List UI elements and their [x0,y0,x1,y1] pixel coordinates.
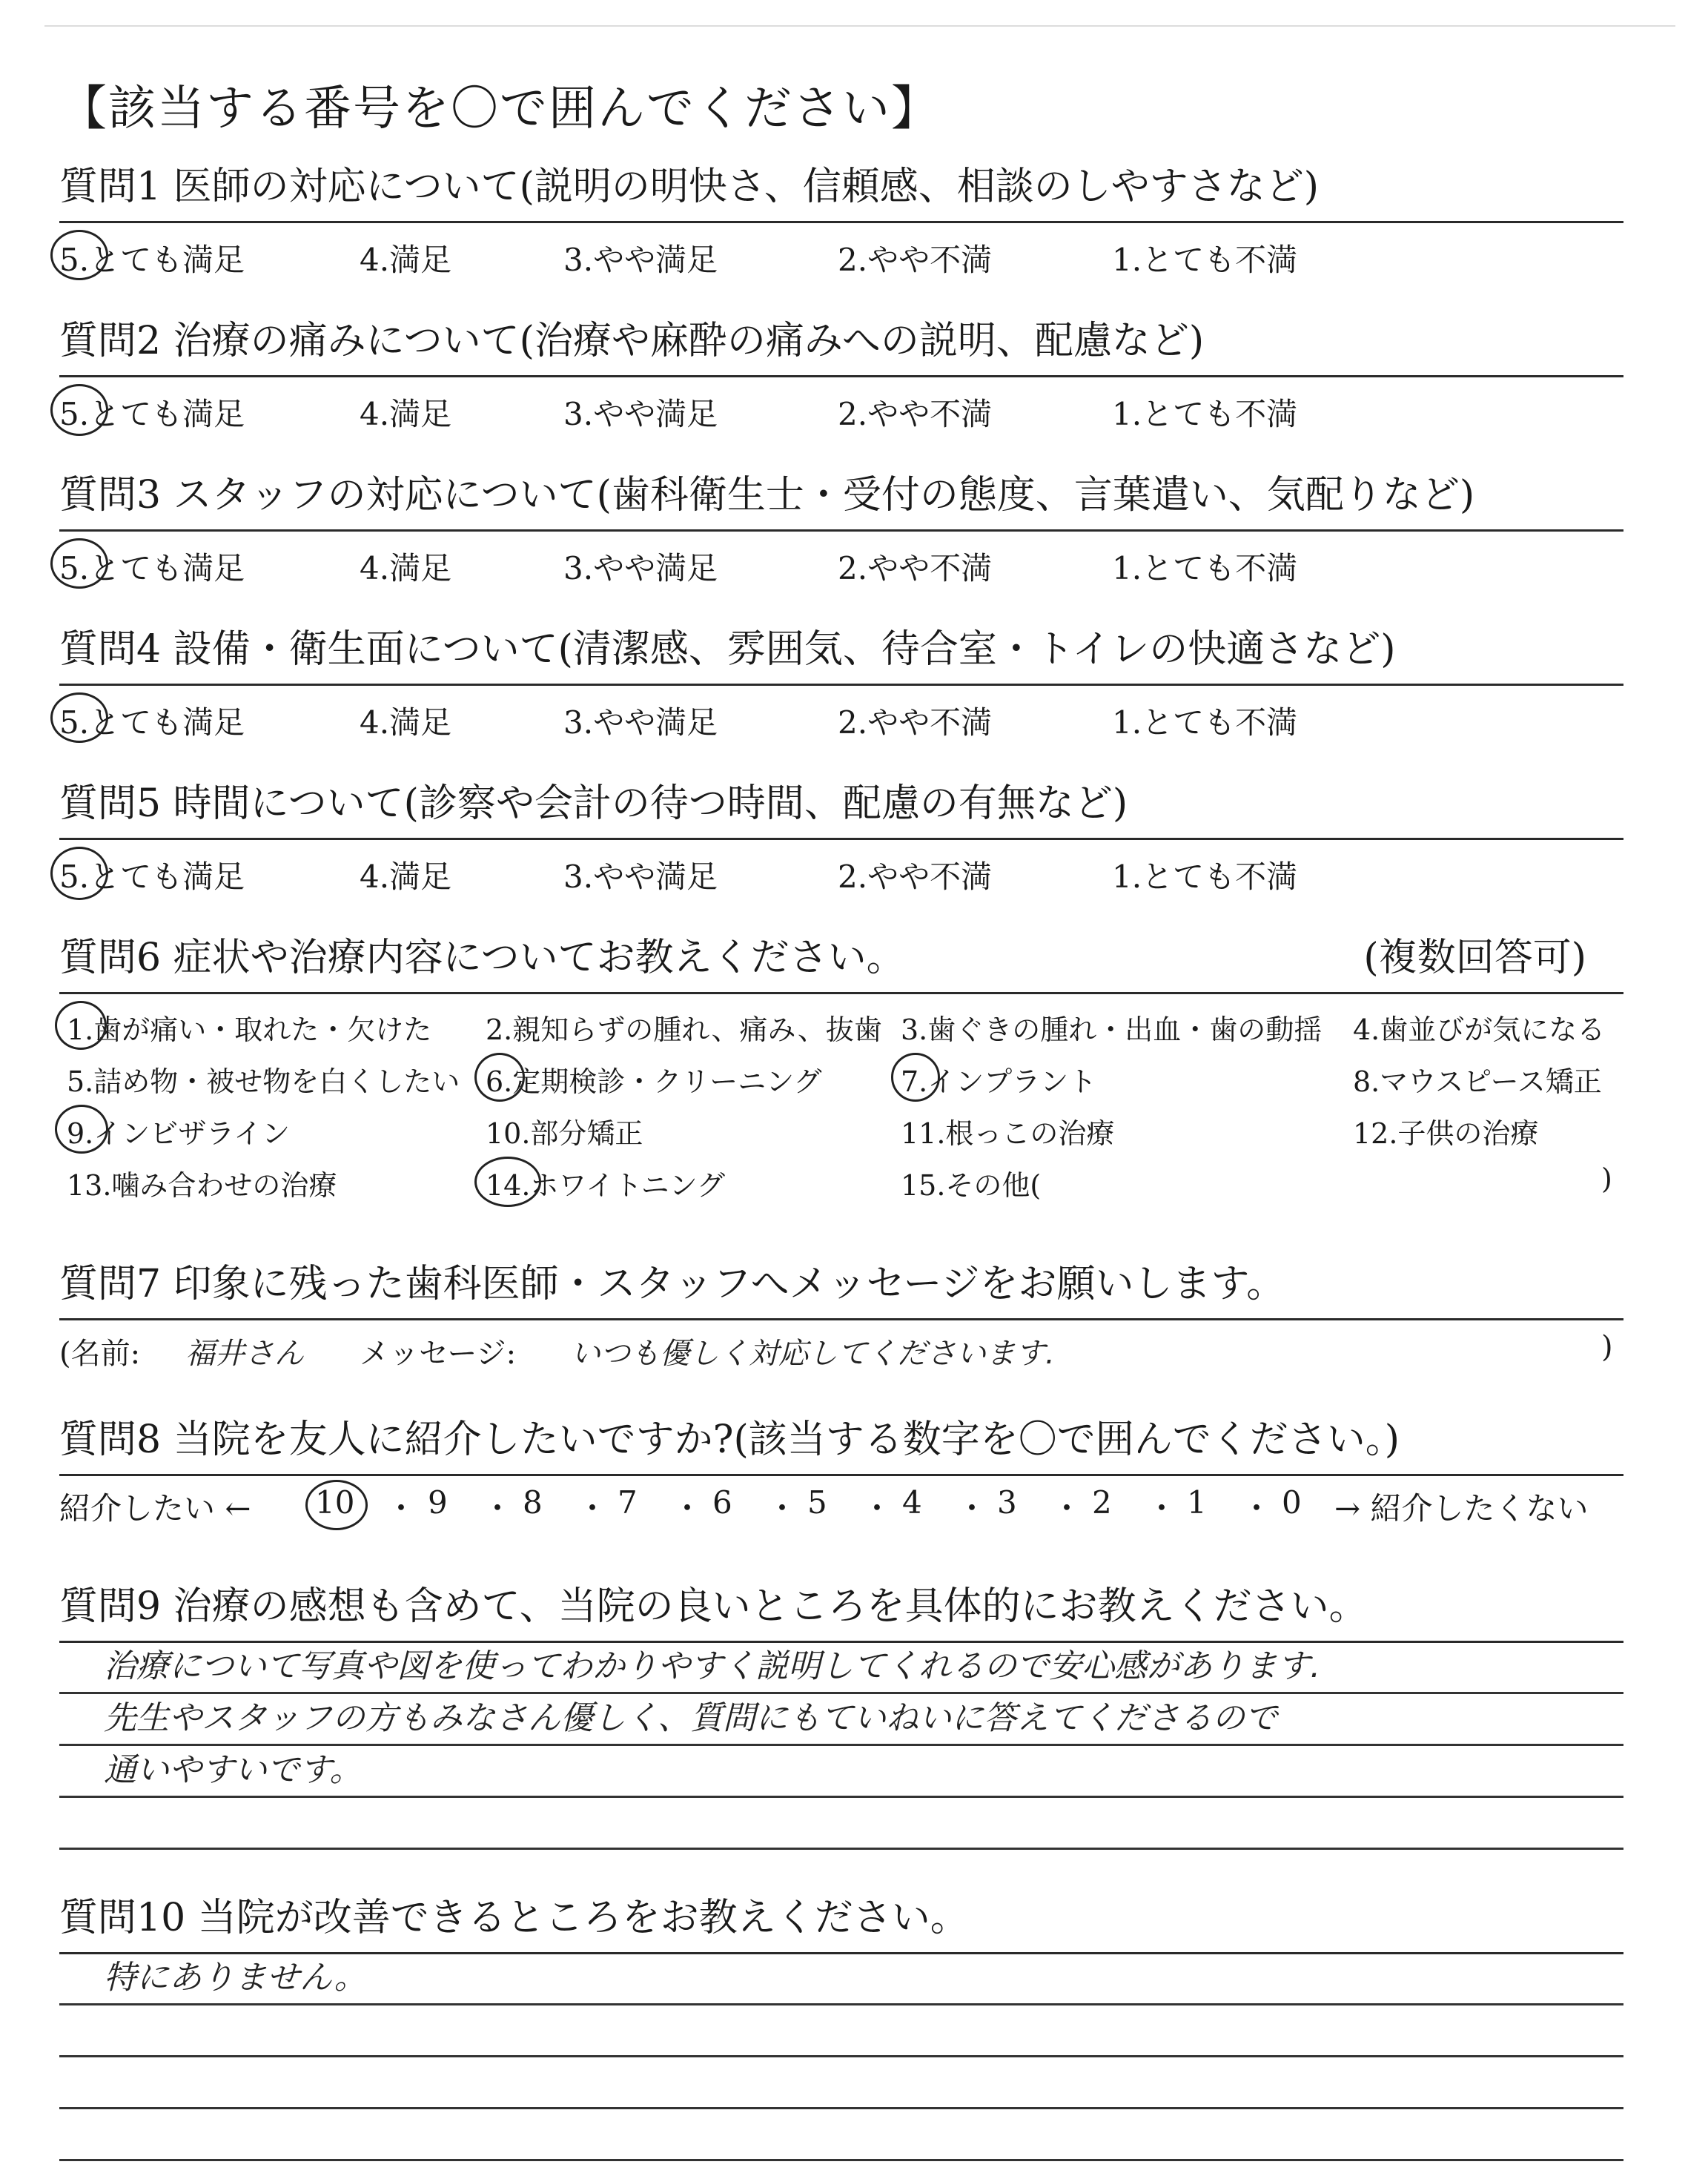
q8-right-label: → 紹介したくない [1334,1490,1589,1527]
q2-option-2[interactable]: 2.やや不満 [838,396,993,432]
q4-option-2[interactable]: 2.やや不満 [838,704,993,741]
q3-option-2[interactable]: 2.やや不満 [838,550,993,586]
question-3-options [59,538,1623,586]
q8-dot: ・ [767,1490,798,1527]
q6-option-12[interactable]: 12.子供の治療 [1353,1117,1539,1150]
question-6-heading [59,927,1623,986]
question-1-label: 質問1 医師の対応について(説明の明快さ、信頼感、相談のしやすさなど) [59,165,1320,209]
question-5-options [59,847,1623,895]
question-1 [59,156,1623,278]
q8-dot: ・ [385,1490,417,1527]
question-3-heading [59,464,1623,523]
q8-dot: ・ [577,1490,609,1527]
q7-name-label: (名前: [59,1337,141,1371]
question-10-answer-lines [59,1954,1623,2176]
q5-selection-circle [50,847,108,900]
q8-left-label: 紹介したい ← [59,1490,251,1527]
q7-close-paren: ) [1601,1330,1613,1364]
q6-option-9[interactable]: 9.インビザライン [67,1117,291,1150]
q10-rule-line [59,2159,1623,2161]
q8-selection-circle [305,1480,368,1530]
q10-answer-row [59,2005,1623,2057]
question-6 [59,927,1623,1202]
q6-option-8[interactable]: 8.マウスピース矯正 [1353,1065,1602,1098]
q6-option-13[interactable]: 13.噛み合わせの治療 [67,1169,337,1202]
q9-answer-line-3[interactable]: 通いやすいです。 [104,1751,363,1789]
question-8 [59,1409,1623,1527]
question-8-label: 質問8 当院を友人に紹介したいですか?(該当する数字を〇で囲んでください。) [59,1418,1400,1462]
question-6-note: (複数回答可) [1363,936,1586,980]
q9-answer-row [59,1798,1623,1850]
q3-option-3[interactable]: 3.やや満足 [563,550,718,586]
q8-dot: ・ [482,1490,514,1527]
q6-selection-circle-9 [55,1105,108,1154]
question-7-rule [59,1318,1623,1320]
q5-option-4[interactable]: 4.満足 [360,859,452,895]
q5-option-3[interactable]: 3.やや満足 [563,859,718,895]
question-4-options [59,692,1623,741]
q3-selection-circle [50,538,108,589]
q5-option-5[interactable]: 5.とても満足 [59,859,245,895]
q8-dot: ・ [1241,1490,1273,1527]
q6-option-11[interactable]: 11.根っこの治療 [901,1117,1115,1150]
q7-message-label: メッセージ: [360,1337,517,1371]
question-6-rule [59,992,1623,994]
question-7-message-line [59,1327,1623,1372]
q8-dot: ・ [861,1490,893,1527]
question-6-options [59,1007,1623,1229]
q5-option-2[interactable]: 2.やや不満 [838,859,993,895]
q2-option-5[interactable]: 5.とても満足 [59,396,245,432]
question-5-heading [59,773,1623,832]
q8-score-10[interactable]: 10 [315,1484,355,1521]
page-top-border [44,25,1675,27]
q6-option-2[interactable]: 2.親知らずの腫れ、痛み、抜歯 [486,1013,882,1046]
q8-score-2[interactable]: 2 [1092,1484,1112,1521]
q4-option-1[interactable]: 1.とても不満 [1112,704,1298,741]
question-2-label: 質問2 治療の痛みについて(治療や麻酔の痛みへの説明、配慮など) [59,319,1205,363]
page-title: 【該当する番号を〇で囲んでください】 [59,82,940,136]
question-5-rule [59,838,1623,840]
q9-answer-row [59,1642,1623,1694]
question-1-heading [59,156,1623,215]
question-8-scale [59,1484,1623,1529]
question-8-rule [59,1474,1623,1476]
question-1-options [59,230,1623,278]
q8-score-1[interactable]: 1 [1187,1484,1207,1521]
q2-option-3[interactable]: 3.やや満足 [563,396,718,432]
q6-selection-circle-7 [891,1053,940,1102]
q2-option-4[interactable]: 4.満足 [360,396,452,432]
q7-name-value[interactable]: 福井さん [185,1337,304,1371]
q6-option-5[interactable]: 5.詰め物・被せ物を白くしたい [67,1065,460,1098]
q8-score-7[interactable]: 7 [618,1484,638,1521]
q9-rule-line [59,1848,1623,1850]
q3-option-5[interactable]: 5.とても満足 [59,550,245,586]
question-4-label: 質問4 設備・衛生面について(清潔感、雰囲気、待合室・トイレの快適さなど) [59,627,1396,672]
question-4-heading [59,618,1623,678]
question-2-options [59,384,1623,432]
q4-selection-circle [50,692,108,743]
q8-score-9[interactable]: 9 [428,1484,448,1521]
question-7-heading [59,1253,1623,1312]
question-9 [59,1575,1623,1789]
question-3 [59,464,1623,586]
q6-option-15[interactable]: 15.その他( [901,1169,1042,1202]
q6-option-4[interactable]: 4.歯並びが気になる [1353,1013,1606,1046]
q6-selection-circle-6 [474,1053,525,1102]
q4-option-5[interactable]: 5.とても満足 [59,704,245,741]
question-9-answer-lines [59,1642,1623,1865]
q6-option-3[interactable]: 3.歯ぐきの腫れ・出血・歯の動揺 [901,1013,1323,1046]
question-2-heading [59,310,1623,369]
question-4-rule [59,684,1623,686]
question-10-heading [59,1887,1623,1946]
question-9-label: 質問9 治療の感想も含めて、当院の良いところを具体的にお教えください。 [59,1584,1368,1629]
q6-selection-circle-14 [474,1157,541,1207]
question-1-rule [59,221,1623,223]
q8-dot: ・ [672,1490,704,1527]
q6-option-10[interactable]: 10.部分矯正 [486,1117,643,1150]
question-5 [59,773,1623,895]
q2-selection-circle [50,384,108,436]
q8-score-6[interactable]: 6 [712,1484,732,1521]
q3-option-1[interactable]: 1.とても不満 [1112,550,1298,586]
q1-option-2[interactable]: 2.やや不満 [838,242,993,278]
question-2 [59,310,1623,432]
q8-dot: ・ [956,1490,988,1527]
q9-answer-line-2[interactable]: 先生やスタッフの方もみなさん優しく、質問にもていねいに答えてくださるので [104,1699,1278,1737]
question-3-label: 質問3 スタッフの対応について(歯科衛生士・受付の態度、言葉遣い、気配りなど) [59,473,1475,517]
question-2-rule [59,375,1623,377]
q10-answer-row [59,2057,1623,2109]
q6-option-6[interactable]: 6.定期検診・クリーニング [486,1065,822,1098]
q8-score-5[interactable]: 5 [807,1484,827,1521]
q4-option-4[interactable]: 4.満足 [360,704,452,741]
question-5-label: 質問5 時間について(診察や会計の待つ時間、配慮の有無など) [59,781,1128,826]
question-8-heading [59,1409,1623,1468]
question-9-heading [59,1575,1623,1635]
q3-option-4[interactable]: 4.満足 [360,550,452,586]
q4-option-3[interactable]: 3.やや満足 [563,704,718,741]
q10-answer-row [59,2109,1623,2161]
q8-dot: ・ [1146,1490,1178,1527]
q5-option-1[interactable]: 1.とても不満 [1112,859,1298,895]
q8-score-0[interactable]: 0 [1282,1484,1302,1521]
q9-answer-row [59,1746,1623,1798]
q2-option-1[interactable]: 1.とても不満 [1112,396,1298,432]
q6-option-7[interactable]: 7.インプラント [901,1065,1097,1098]
q8-score-3[interactable]: 3 [997,1484,1017,1521]
question-6-label: 質問6 症状や治療内容についてお教えください。 [59,936,905,980]
question-10-label: 質問10 当院が改善できるところをお教えください。 [59,1896,969,1940]
q10-answer-row [59,1954,1623,2005]
question-4 [59,618,1623,741]
q7-message-value[interactable]: いつも優しく対応してくださいます. [571,1337,1055,1371]
question-10 [59,1887,1623,1997]
q6-option-14[interactable]: 14.ホワイトニング [486,1169,726,1202]
q6-option-15-close: ) [1601,1163,1612,1195]
question-3-rule [59,529,1623,532]
q9-answer-line-1[interactable]: 治療について写真や図を使ってわかりやすく説明してくれるので安心感があります. [104,1647,1321,1685]
q9-answer-row [59,1694,1623,1746]
q8-dot: ・ [1051,1490,1083,1527]
q1-option-1[interactable]: 1.とても不満 [1112,242,1298,278]
q8-score-4[interactable]: 4 [902,1484,922,1521]
q1-option-4[interactable]: 4.満足 [360,242,452,278]
q8-score-8[interactable]: 8 [523,1484,543,1521]
q10-answer-line-1[interactable]: 特にありません。 [104,1959,367,1997]
q6-selection-circle-1 [55,1001,107,1050]
q6-option-1[interactable]: 1.歯が痛い・取れた・欠けた [67,1013,432,1046]
q1-selection-circle [50,230,108,280]
question-7-label: 質問7 印象に残った歯科医師・スタッフへメッセージをお願いします。 [59,1262,1285,1306]
q1-option-5[interactable]: 5.とても満足 [59,242,245,278]
q1-option-3[interactable]: 3.やや満足 [563,242,718,278]
question-7 [59,1253,1623,1371]
